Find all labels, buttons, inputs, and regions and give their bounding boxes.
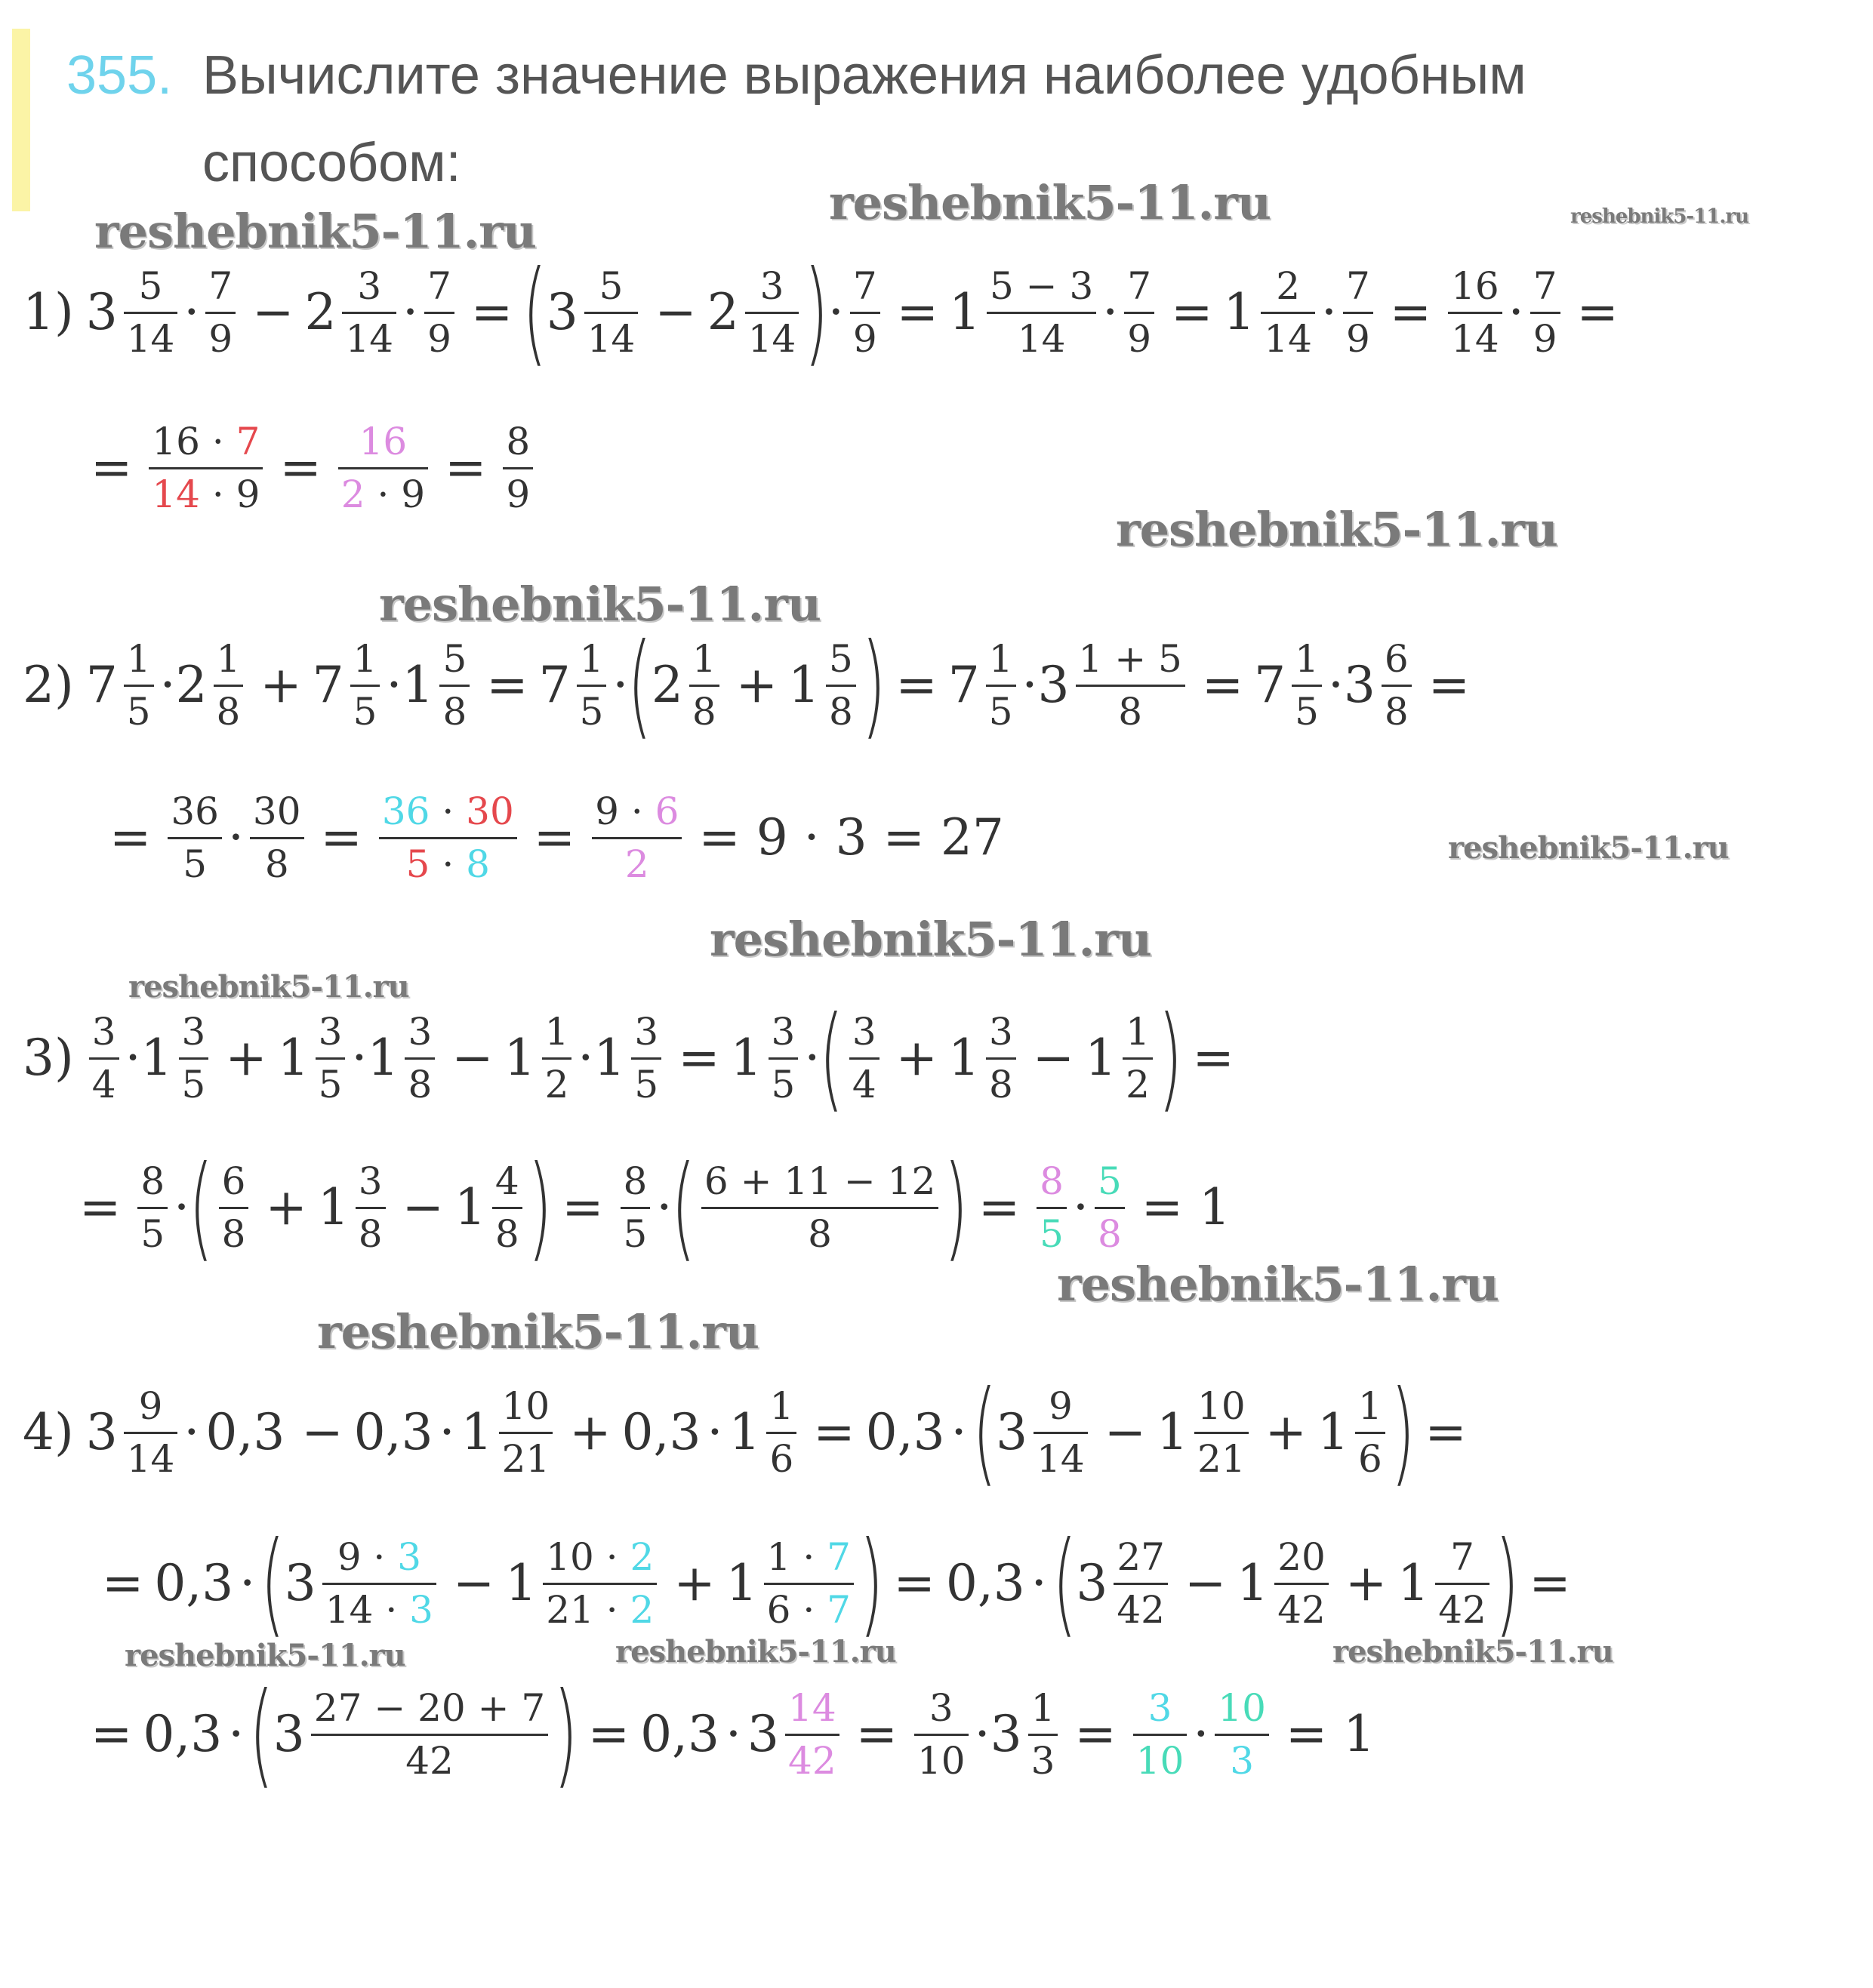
- math-token: 1: [461, 1403, 493, 1461]
- fraction: 4 8: [492, 1161, 522, 1255]
- math-token: ·: [656, 1178, 673, 1236]
- math-token: =: [893, 1554, 935, 1612]
- operator: =: [279, 439, 322, 497]
- math-token: 3: [1037, 656, 1070, 714]
- math-token: ·: [804, 1029, 821, 1087]
- task-title-line2: способом:: [202, 133, 461, 193]
- problem-4-line-1: [23, 1357, 1467, 1508]
- fraction: 3 10: [914, 1688, 969, 1782]
- fraction: 7 9: [1124, 266, 1154, 360]
- math-token: =: [1201, 656, 1244, 714]
- math-token: ·: [1072, 1178, 1089, 1236]
- watermark: reshebnik5-11.ru: [317, 1304, 759, 1359]
- watermark: reshebnik5-11.ru: [128, 969, 409, 1005]
- fraction: 1 8: [214, 639, 244, 733]
- watermark: reshebnik5-11.ru: [1570, 205, 1749, 228]
- math-token: 7: [538, 656, 571, 714]
- math-token: +: [225, 1029, 267, 1087]
- parenthesis: ): [861, 620, 886, 751]
- fraction: 1 8: [689, 639, 719, 733]
- watermark: reshebnik5-11.ru: [710, 912, 1151, 967]
- math-token: = 1: [1285, 1705, 1375, 1763]
- integer: 1: [948, 283, 981, 341]
- parenthesis: ): [1158, 992, 1183, 1124]
- fraction: 7 42: [1435, 1537, 1489, 1631]
- math-token: 1: [367, 1029, 399, 1087]
- math-token: +: [260, 656, 302, 714]
- math-token: =: [1074, 1705, 1117, 1763]
- fraction: 1 5: [986, 639, 1016, 733]
- math-token: 1: [1157, 1403, 1189, 1461]
- fraction: 6 + 11 − 12 8: [701, 1161, 938, 1255]
- math-token: 7: [312, 656, 344, 714]
- math-token: ·: [351, 1029, 368, 1087]
- fraction: 1 5: [577, 639, 607, 733]
- math-token: =: [320, 808, 362, 866]
- math-token: 1: [725, 1554, 758, 1612]
- fraction: 1 2: [1123, 1011, 1153, 1106]
- fraction: 3 4: [849, 1011, 880, 1106]
- fraction: 3 10: [1133, 1688, 1188, 1782]
- fraction: 16 2 · 9: [338, 421, 428, 515]
- fraction: 3 14: [342, 266, 396, 360]
- fraction: 1 6: [1355, 1386, 1385, 1480]
- fraction: 10 21: [1194, 1386, 1249, 1480]
- math-token: −: [402, 1178, 444, 1236]
- fraction: 20 42: [1274, 1537, 1329, 1631]
- fraction: 3 5: [316, 1011, 346, 1106]
- watermark: reshebnik5-11.ru: [125, 1638, 405, 1673]
- math-token: =: [533, 808, 576, 866]
- math-token: ·: [974, 1705, 990, 1763]
- math-token: ·: [125, 1029, 141, 1087]
- math-token: 1: [504, 1029, 536, 1087]
- math-token: ·: [1327, 656, 1344, 714]
- watermark: reshebnik5-11.ru: [615, 1634, 896, 1669]
- fraction: 36 5: [168, 791, 222, 885]
- watermark: reshebnik5-11.ru: [829, 175, 1271, 230]
- parenthesis: ): [944, 1142, 969, 1273]
- operator: ·: [827, 283, 844, 341]
- math-token: −: [301, 1403, 343, 1461]
- watermark: reshebnik5-11.ru: [379, 577, 821, 632]
- fraction: 27 − 20 + 7 42: [311, 1688, 548, 1782]
- fraction: 1 + 5 8: [1076, 639, 1185, 733]
- math-token: 1: [1085, 1029, 1117, 1087]
- math-token: −: [451, 1029, 494, 1087]
- math-token: ·: [950, 1403, 967, 1461]
- fraction: 3 8: [986, 1011, 1016, 1106]
- math-token: ·: [227, 808, 244, 866]
- fraction: 16 · 7 14 · 9: [149, 421, 263, 515]
- watermark: reshebnik5-11.ru: [94, 204, 536, 259]
- math-token: 1: [1237, 1554, 1269, 1612]
- math-token: 1: [788, 656, 821, 714]
- fraction: 9 14: [1034, 1386, 1088, 1480]
- fraction: 1 6: [766, 1386, 796, 1480]
- math-token: 2: [175, 656, 208, 714]
- math-token: ·: [386, 656, 402, 714]
- problem-label: 3): [23, 1029, 74, 1087]
- problem-label: 1): [23, 283, 74, 341]
- math-token: 7: [1254, 656, 1286, 714]
- math-token: =: [562, 1178, 604, 1236]
- fraction: 10 3: [1215, 1688, 1269, 1782]
- fraction: 1 5: [124, 639, 154, 733]
- integer: 1: [1223, 283, 1255, 341]
- math-token: 1: [317, 1178, 350, 1236]
- fraction: 3 8: [405, 1011, 435, 1106]
- math-token: =: [895, 656, 938, 714]
- math-token: 3: [990, 1705, 1022, 1763]
- math-token: =: [855, 1705, 898, 1763]
- parenthesis: (: [627, 620, 652, 751]
- math-token: = 1: [1141, 1178, 1231, 1236]
- math-token: 3: [85, 1403, 118, 1461]
- math-token: 3: [1343, 656, 1375, 714]
- parenthesis: (: [260, 1518, 285, 1649]
- math-token: ·: [578, 1029, 594, 1087]
- math-token: ·: [228, 1705, 245, 1763]
- math-token: 1: [1317, 1403, 1349, 1461]
- math-token: −: [1104, 1403, 1147, 1461]
- fraction: 3 5: [631, 1011, 661, 1106]
- problem-1-line-2: [91, 392, 539, 543]
- math-token: +: [265, 1178, 307, 1236]
- fraction: 5 8: [826, 639, 856, 733]
- math-token: 0,3: [621, 1403, 701, 1461]
- math-token: =: [102, 1554, 144, 1612]
- fraction: 30 8: [250, 791, 304, 885]
- fraction: 10 21: [499, 1386, 553, 1480]
- math-token: 3: [1076, 1554, 1108, 1612]
- math-token: 7: [947, 656, 980, 714]
- operator: =: [445, 439, 487, 497]
- math-token: ·: [174, 1178, 190, 1236]
- fraction: 1 2: [542, 1011, 572, 1106]
- fraction: 36 · 30 5 · 8: [379, 791, 517, 885]
- fraction: 1 3: [1028, 1688, 1058, 1782]
- problem-1-line-1: [23, 237, 1619, 388]
- operator: =: [1171, 283, 1213, 341]
- parenthesis: ): [1390, 1367, 1416, 1498]
- operator: ·: [402, 283, 419, 341]
- math-token: −: [1184, 1554, 1227, 1612]
- fraction: 8 5: [137, 1161, 168, 1255]
- math-token: 0,3: [640, 1705, 720, 1763]
- fraction: 10 · 2 21 · 2: [543, 1537, 657, 1631]
- accent-bar: [12, 29, 30, 211]
- problem-4-line-3: [91, 1659, 1375, 1810]
- operator: ·: [183, 283, 200, 341]
- math-token: 2: [651, 656, 683, 714]
- fraction: 1 · 7 6 · 7: [764, 1537, 854, 1631]
- fraction: 7 9: [1343, 266, 1373, 360]
- parenthesis: (: [671, 1142, 696, 1273]
- fraction: 6 8: [1382, 639, 1412, 733]
- fraction: 5 − 3 14: [987, 266, 1096, 360]
- problem-3-line-1: [23, 983, 1234, 1134]
- math-token: ·: [159, 656, 176, 714]
- watermark: reshebnik5-11.ru: [1332, 1634, 1613, 1669]
- fraction: 3 5: [179, 1011, 209, 1106]
- math-token: 3: [273, 1705, 305, 1763]
- math-token: 1: [140, 1029, 173, 1087]
- operator: ·: [1508, 283, 1524, 341]
- fraction: 8 9: [503, 421, 533, 515]
- fraction: 5 14: [584, 266, 639, 360]
- math-token: ·: [612, 656, 629, 714]
- math-token: =: [1425, 1403, 1467, 1461]
- parenthesis: (: [1052, 1518, 1077, 1649]
- fraction: 3 14: [745, 266, 799, 360]
- problem-2-line-1: [23, 610, 1470, 761]
- math-token: ·: [1193, 1705, 1209, 1763]
- parenthesis: ): [859, 1518, 884, 1649]
- fraction: 7 9: [850, 266, 880, 360]
- math-token: +: [673, 1554, 716, 1612]
- fraction: 9 14: [124, 1386, 178, 1480]
- fraction: 1 5: [1292, 639, 1322, 733]
- paren-open: (: [522, 247, 547, 378]
- integer: 3: [546, 283, 578, 341]
- math-token: −: [452, 1554, 495, 1612]
- parenthesis: (: [189, 1142, 214, 1273]
- fraction: 5 14: [124, 266, 178, 360]
- math-token: 3: [996, 1403, 1028, 1461]
- math-token: ·: [439, 1403, 455, 1461]
- math-token: ·: [1021, 656, 1038, 714]
- math-token: ·: [1030, 1554, 1047, 1612]
- problem-label: 4): [23, 1403, 74, 1461]
- math-token: 1: [1397, 1554, 1430, 1612]
- fraction: 3 5: [769, 1011, 799, 1106]
- math-token: 1: [729, 1403, 761, 1461]
- math-token: +: [895, 1029, 938, 1087]
- operator: =: [470, 283, 513, 341]
- math-token: 0,3: [865, 1403, 945, 1461]
- fraction: 14 42: [785, 1688, 839, 1782]
- operator: =: [896, 283, 938, 341]
- math-token: +: [735, 656, 778, 714]
- math-token: +: [1265, 1403, 1307, 1461]
- math-token: =: [587, 1705, 630, 1763]
- math-token: 7: [85, 656, 118, 714]
- math-token: +: [1345, 1554, 1388, 1612]
- math-token: 0,3: [143, 1705, 223, 1763]
- math-token: =: [1428, 656, 1471, 714]
- fraction: 27 42: [1114, 1537, 1168, 1631]
- math-token: ·: [239, 1554, 256, 1612]
- parenthesis: ): [1494, 1518, 1520, 1649]
- problem-label: 2): [23, 656, 74, 714]
- math-token: ·: [725, 1705, 742, 1763]
- fraction: 2 14: [1261, 266, 1315, 360]
- problem-2-line-2: [109, 762, 1004, 913]
- integer: 2: [304, 283, 337, 341]
- math-token: 0,3: [353, 1403, 433, 1461]
- fraction: 9 · 6 2: [592, 791, 682, 885]
- watermark: reshebnik5-11.ru: [1448, 830, 1729, 866]
- paren-close: ): [804, 247, 829, 378]
- math-token: =: [79, 1178, 122, 1236]
- math-token: 1: [505, 1554, 538, 1612]
- math-token: 0,3: [945, 1554, 1025, 1612]
- math-token: =: [91, 1705, 133, 1763]
- math-token: 3: [747, 1705, 780, 1763]
- parenthesis: (: [819, 992, 844, 1124]
- operator: =: [1389, 283, 1432, 341]
- parenthesis: (: [972, 1367, 997, 1498]
- math-token: = 9 · 3 = 27: [698, 808, 1004, 866]
- problem-4-line-2: [102, 1508, 1571, 1659]
- math-token: ·: [707, 1403, 723, 1461]
- parenthesis: ): [527, 1142, 553, 1273]
- math-token: =: [678, 1029, 720, 1087]
- fraction: 3 8: [356, 1161, 386, 1255]
- fraction: 8 5: [1037, 1161, 1067, 1255]
- operator: −: [655, 283, 697, 341]
- task-number: 355.: [66, 45, 173, 106]
- math-token: =: [109, 808, 152, 866]
- math-token: 1: [947, 1029, 980, 1087]
- math-token: 1: [454, 1178, 486, 1236]
- math-token: 0,3: [205, 1403, 285, 1461]
- integer: 2: [707, 283, 739, 341]
- fraction: 1 5: [350, 639, 380, 733]
- fraction: 5 8: [439, 639, 470, 733]
- fraction: 16 14: [1448, 266, 1502, 360]
- math-token: =: [1192, 1029, 1234, 1087]
- math-token: +: [569, 1403, 611, 1461]
- math-token: 0,3: [154, 1554, 234, 1612]
- math-token: =: [813, 1403, 855, 1461]
- math-token: =: [978, 1178, 1021, 1236]
- task-title-line1: Вычислите значение выражения наиболее удобным: [202, 45, 1526, 106]
- parenthesis: ): [553, 1669, 578, 1800]
- math-token: =: [486, 656, 528, 714]
- parenthesis: (: [249, 1669, 274, 1800]
- operator: ·: [1102, 283, 1119, 341]
- math-token: 1: [402, 656, 434, 714]
- math-token: 1: [730, 1029, 762, 1087]
- math-token: =: [1529, 1554, 1571, 1612]
- fraction: 7 9: [1530, 266, 1560, 360]
- math-token: 3: [284, 1554, 316, 1612]
- watermark: reshebnik5-11.ru: [1057, 1257, 1499, 1312]
- math-token: ·: [183, 1403, 200, 1461]
- math-token: 1: [593, 1029, 626, 1087]
- fraction: 9 · 3 14 · 3: [322, 1537, 436, 1631]
- watermark: reshebnik5-11.ru: [1116, 502, 1557, 557]
- math-token: 1: [277, 1029, 310, 1087]
- math-token: −: [1032, 1029, 1075, 1087]
- fraction: 7 9: [205, 266, 236, 360]
- operator: −: [252, 283, 294, 341]
- fraction: 5 8: [1095, 1161, 1125, 1255]
- operator: ·: [1321, 283, 1337, 341]
- operator: =: [91, 439, 133, 497]
- fraction: 7 9: [424, 266, 454, 360]
- fraction: 3 4: [89, 1011, 119, 1106]
- integer: 3: [85, 283, 118, 341]
- problem-3-line-2: [79, 1132, 1231, 1283]
- fraction: 6 8: [219, 1161, 249, 1255]
- fraction: 8 5: [621, 1161, 651, 1255]
- operator: =: [1576, 283, 1619, 341]
